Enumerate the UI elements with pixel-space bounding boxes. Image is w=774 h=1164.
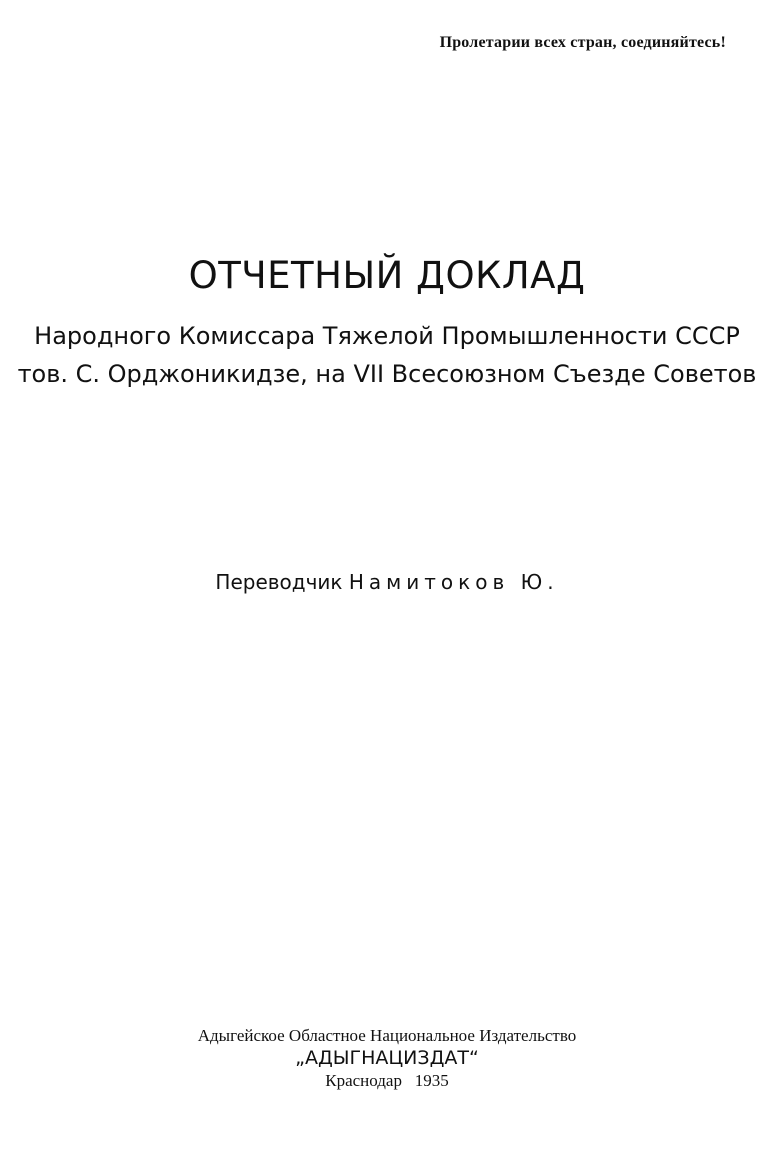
publisher-name: Адыгейское Областное Национальное Издательство <box>197 1026 577 1045</box>
publisher-imprint: „АДЫГНАЦИЗДАТ“ <box>295 1047 479 1069</box>
publisher-city-year: Краснодар 1935 <box>325 1071 449 1090</box>
document-title: ОТЧЕТНЫЙ ДОКЛАД <box>188 254 586 297</box>
slogan: Пролетарии всех стран, соединяйтесь! <box>439 34 726 51</box>
subtitle-line-2: тов. С. Орджоникидзе, на VII Всесоюзном Съезде Советов <box>17 360 757 388</box>
translator-credit <box>0 570 774 594</box>
subtitle-line-1: Народного Комиссара Тяжелой Промышленности СССР <box>34 322 740 350</box>
translator-name: Намитоков Ю. <box>348 570 559 594</box>
translator-label: Переводчик <box>215 570 343 594</box>
